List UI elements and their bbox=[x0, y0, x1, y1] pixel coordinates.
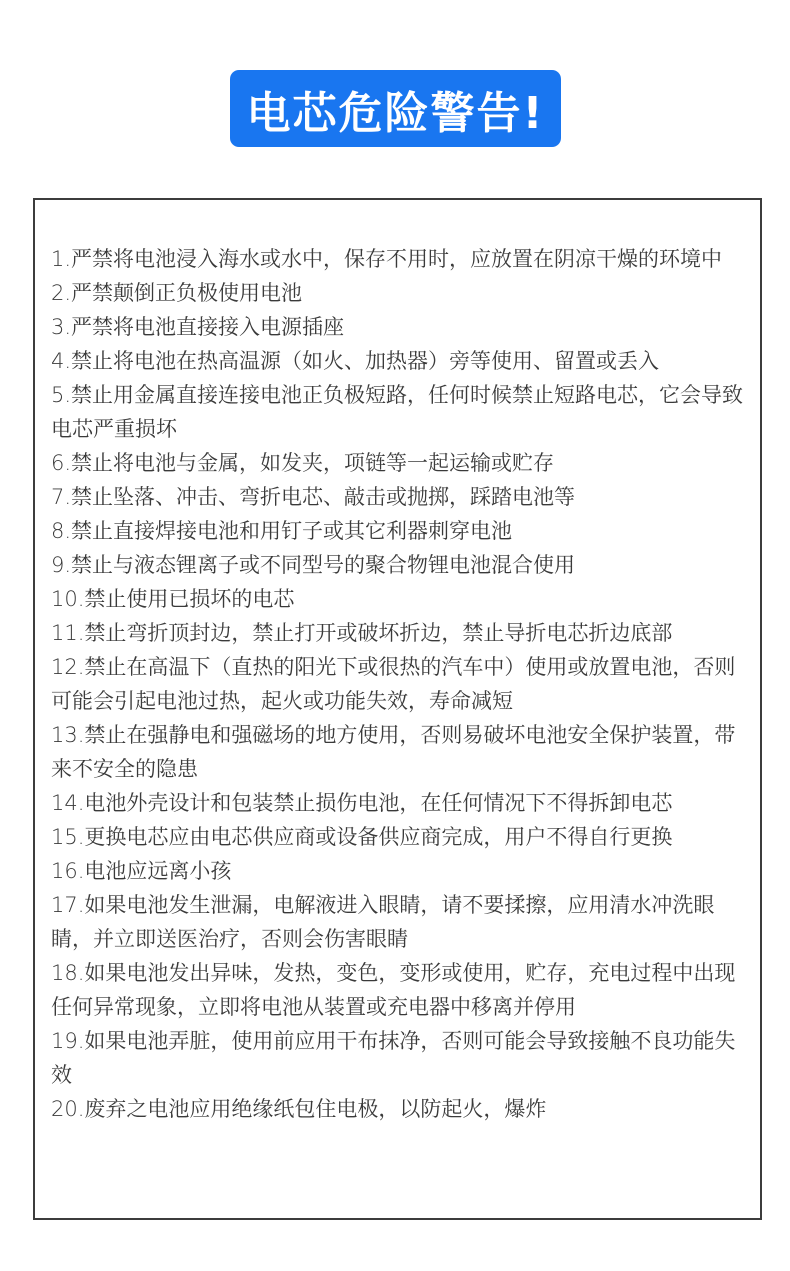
warning-list-box bbox=[33, 198, 762, 1220]
warning-item: 15.更换电芯应由电芯供应商或设备供应商完成，用户不得自行更换 bbox=[51, 825, 673, 849]
warning-item: 8.禁止直接焊接电池和用钉子或其它利器刺穿电池 bbox=[51, 519, 513, 543]
warning-item: 20.废弃之电池应用绝缘纸包住电极，以防起火，爆炸 bbox=[51, 1097, 547, 1121]
warning-item: 12.禁止在高温下（直热的阳光下或很热的汽车中）使用或放置电池，否则可能会引起电池过热，起火或功能失效，寿命减短 bbox=[51, 655, 736, 713]
warning-item: 16.电池应远离小孩 bbox=[51, 859, 232, 883]
warning-item: 6.禁止将电池与金属，如发夹，项链等一起运输或贮存 bbox=[51, 451, 555, 475]
warning-item: 5.禁止用金属直接连接电池正负极短路，任何时候禁止短路电芯，它会导致电芯严重损坏 bbox=[51, 383, 744, 441]
warning-item: 7.禁止坠落、冲击、弯折电芯、敲击或抛掷，踩踏电池等 bbox=[51, 485, 576, 509]
warning-item: 18.如果电池发出异味，发热，变色，变形或使用，贮存，充电过程中出现任何异常现象，立即将电池从装置或充电器中移离并停用 bbox=[51, 961, 736, 1019]
warning-item: 3.严禁将电池直接接入电源插座 bbox=[51, 315, 345, 339]
warning-item: 9.禁止与液态锂离子或不同型号的聚合物锂电池混合使用 bbox=[51, 553, 576, 577]
warning-item: 13.禁止在强静电和强磁场的地方使用，否则易破坏电池安全保护装置，带来不安全的隐患 bbox=[51, 723, 736, 781]
warning-title: 电芯危险警告! bbox=[246, 87, 545, 139]
warning-item: 2.严禁颠倒正负极使用电池 bbox=[51, 281, 303, 305]
warning-item: 4.禁止将电池在热高温源（如火、加热器）旁等使用、留置或丢入 bbox=[51, 349, 660, 373]
warning-item: 19.如果电池弄脏，使用前应用干布抹净，否则可能会导致接触不良功能失效 bbox=[51, 1029, 736, 1087]
warning-item: 14.电池外壳设计和包装禁止损伤电池，在任何情况下不得拆卸电芯 bbox=[51, 791, 673, 815]
warning-item: 10.禁止使用已损坏的电芯 bbox=[51, 587, 295, 611]
warning-item: 11.禁止弯折顶封边，禁止打开或破坏折边，禁止导折电芯折边底部 bbox=[51, 621, 673, 645]
warning-item: 1.严禁将电池浸入海水或水中，保存不用时，应放置在阴凉干燥的环境中 bbox=[51, 247, 723, 271]
warning-item: 17.如果电池发生泄漏，电解液进入眼睛，请不要揉擦，应用清水冲洗眼睛，并立即送医治疗，否则会伤害眼睛 bbox=[51, 893, 715, 951]
warning-list bbox=[51, 242, 756, 1126]
warning-title-banner bbox=[230, 70, 561, 147]
